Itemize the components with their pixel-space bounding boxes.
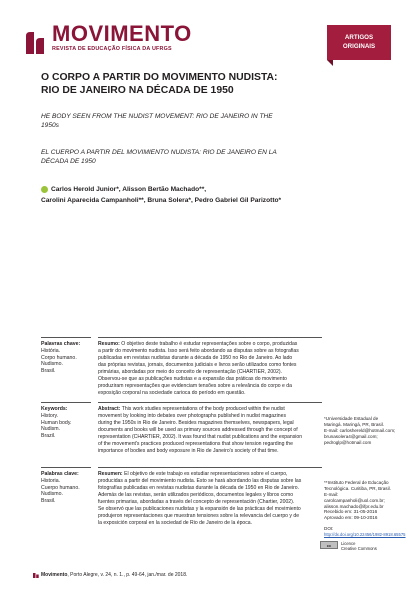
dates — [324, 509, 400, 521]
abstract-line: a partir do movimento nudista. Isso será feito abordando as disputas sobre as fotografias — [98, 348, 299, 355]
abstract-line: movement by looking into debates over photographs published in nudist magazines — [98, 413, 287, 420]
abstract-text: This work studies representations of the body produced within the nudist — [121, 406, 285, 412]
journal-logo-icon — [24, 30, 46, 55]
license-line: Creative Commons — [341, 546, 377, 551]
keywords-label: Palabras clave: — [41, 471, 79, 477]
affiliation-line: brunasolera4@gmail.com; — [324, 434, 378, 439]
journal-subtitle: REVISTA DE EDUCAÇÃO FÍSICA DA UFRGS — [52, 46, 172, 52]
abstract-en — [98, 406, 322, 455]
title-english — [41, 112, 341, 130]
abstract-line — [98, 471, 322, 478]
abstract-line: fotografías publicadas en revistas nudistas durante la década de 1950 en Rio de Janeiro. — [98, 485, 300, 492]
abstract-line: during the 1950s in Rio de Janeiro. Besides magazines themselves, newspapers, legal — [98, 420, 294, 427]
keywords-pt — [41, 341, 95, 374]
footer-ref: , Porto Alegre, v. 24, n. 1., p. 49-64, jan./mar. de 2018. — [67, 572, 188, 578]
affiliation-line: Tecnológica. Curitiba, PR, Brasil. — [324, 486, 391, 491]
title-portuguese — [41, 71, 371, 97]
affiliation-line: Maringá. Maringá, PR, Brasil. — [324, 422, 384, 427]
divider — [41, 402, 91, 403]
abstract-line: importance of bodies and body exposure in Rio de Janeiro's society of that time. — [98, 448, 279, 455]
keywords-label: Palavras chave: — [41, 341, 81, 347]
abstract-pt — [98, 341, 322, 397]
abstract-label: Abstract: — [98, 406, 121, 412]
abstract-line: primárias, abordadas por meio do conceito de representação (CHARTIER, 2002). — [98, 369, 282, 376]
keyword: Brazil. — [41, 432, 56, 439]
abstract-line: publicadas em revistas nudistas durante a década de 1950 no Rio de Janeiro. Ao lado — [98, 355, 293, 362]
license-text — [341, 541, 401, 551]
journal-footer-icon — [33, 572, 39, 578]
orcid-icon[interactable] — [41, 186, 48, 193]
doi-label: DOI: — [324, 526, 334, 531]
doi — [324, 526, 404, 538]
divider — [41, 467, 91, 468]
license-line: Licence — [341, 541, 356, 546]
journal-name: MOVIMENTO — [52, 21, 192, 46]
keyword: Nudism. — [41, 426, 61, 433]
received-date: Recebido em: 31-05-2016 — [324, 509, 378, 514]
abstract-text: O objetivo deste trabalho é estudar representações sobre o corpo, produzidas — [121, 341, 298, 347]
affiliation-line: *Universidade Estadual de — [324, 416, 379, 421]
abstract-line: Se observó que las publicaciones nudistas y la expansión de las prácticas del movimiento — [98, 506, 301, 513]
divider — [41, 337, 91, 338]
keyword: Corpo humano. — [41, 354, 77, 361]
authors-line1: Carlos Herold Junior*, Alisson Bertão Machado**, — [51, 186, 207, 193]
abstract-line — [98, 406, 322, 413]
divider — [98, 467, 322, 468]
abstract-label: Resumen: — [98, 471, 123, 477]
keywords-es — [41, 471, 95, 504]
keyword: Brasil. — [41, 367, 56, 374]
affiliation-line: **Instituto Federal de Educação — [324, 480, 389, 485]
keyword: História. — [41, 348, 61, 354]
abstract-line: documents and books will be used as primary sources addressed through the concept of — [98, 427, 298, 434]
affiliation-line: alisson.machado@ifpr.edu.br — [324, 504, 384, 509]
keywords-label: Keywords: — [41, 406, 68, 412]
abstract-line: of the movement's practices produced representations that show tension regarding the — [98, 441, 293, 448]
abstract-line — [98, 341, 322, 348]
section-badge-line2: ORIGINAIS — [342, 43, 376, 50]
abstract-line: Observou-se que as publicações nudistas e a expansão das práticas do movimento — [98, 376, 287, 383]
abstract-label: Resumo: — [98, 341, 120, 347]
title-en-line2: 1950s — [41, 122, 59, 129]
abstract-text: El objetivo de este trabajo es estudiar representaciones sobre el cuerpo, — [124, 471, 288, 477]
abstract-line: fuentes primarias, abordadas a través del concepto de representación (Chartier, 2002). — [98, 499, 295, 506]
title-en-line1: HE BODY SEEN FROM THE NUDIST MOVEMENT: RIO DE JANEIRO IN THE — [41, 113, 273, 120]
creative-commons-icon[interactable]: cc — [320, 541, 338, 549]
keyword: History. — [41, 413, 59, 419]
keyword: Nudismo. — [41, 491, 63, 498]
title-pt-line1: O CORPO A PARTIR DO MOVIMENTO NUDISTA: — [41, 72, 278, 83]
divider — [98, 337, 322, 338]
approved-date: Aprovado em: 09-10-2016 — [324, 515, 378, 520]
abstract-line: producidas a partir del movimiento nudista. Esto se hará abordando las disputas sobre las — [98, 478, 302, 485]
keyword: Cuerpo humano. — [41, 484, 80, 491]
title-es-line1: EL CUERPO A PARTIR DEL MOVIMIENTO NUDISTA: RIO DE JANEIRO EN LA — [41, 149, 277, 156]
keyword: Historia. — [41, 478, 61, 484]
abstract-line: representation (CHARTIER, 2002). It was found that nudist publications and the expansion — [98, 434, 303, 441]
abstract-es — [98, 471, 322, 527]
affiliation-1 — [324, 416, 400, 446]
affiliation-2 — [324, 480, 400, 510]
section-badge-line1: ARTIGOS — [344, 34, 374, 41]
title-spanish — [41, 148, 341, 166]
abstract-line: Además de las revistas, serán utilizados periódicos, documentos legales y libros como — [98, 492, 294, 499]
keyword: Brasil. — [41, 497, 56, 504]
footer-journal: Movimento — [41, 572, 68, 578]
affiliation-line: E-mail: carloshereld@hotmail.com; — [324, 428, 396, 433]
authors-line2: Carolini Aparecida Campanholi**, Bruna Solera*, Pedro Gabriel Gil Parizotto* — [41, 197, 282, 204]
affiliation-line: pedroglp@hotmail.com — [324, 440, 372, 445]
abstract-line: la exposición corporal en la sociedad de Rio de Janeiro de la época. — [98, 520, 253, 527]
keyword: Human body. — [41, 419, 72, 426]
abstract-line: das próprias revistas, jornais, documentos judiciais e livros serão utilizados como fontes — [98, 362, 297, 369]
section-badge — [327, 25, 391, 60]
title-es-line2: DÉCADA DE 1950 — [41, 158, 96, 165]
affiliation-line: E-mail: carolcampanholi@uol.com.br; — [324, 492, 385, 503]
abstract-line: produziram representações que evidenciam tensões sobre a relevância do corpo e da — [98, 383, 292, 390]
divider — [98, 402, 322, 403]
abstract-line: produjeron representaciones que muestran tensiones sobre la relevancia del cuerpo y de — [98, 513, 300, 520]
section-badge-tail — [327, 60, 333, 66]
doi-link[interactable]: http://dx.doi.org/10.22456/1982-8918.65575 — [324, 532, 406, 537]
keyword: Nudismo. — [41, 361, 63, 368]
footer-citation — [41, 572, 187, 578]
title-pt-line2: RIO DE JANEIRO NA DÉCADA DE 1950 — [41, 85, 234, 96]
abstract-line: exposição corporal na sociedade carioca do período em questão. — [98, 390, 246, 397]
keywords-en — [41, 406, 95, 439]
